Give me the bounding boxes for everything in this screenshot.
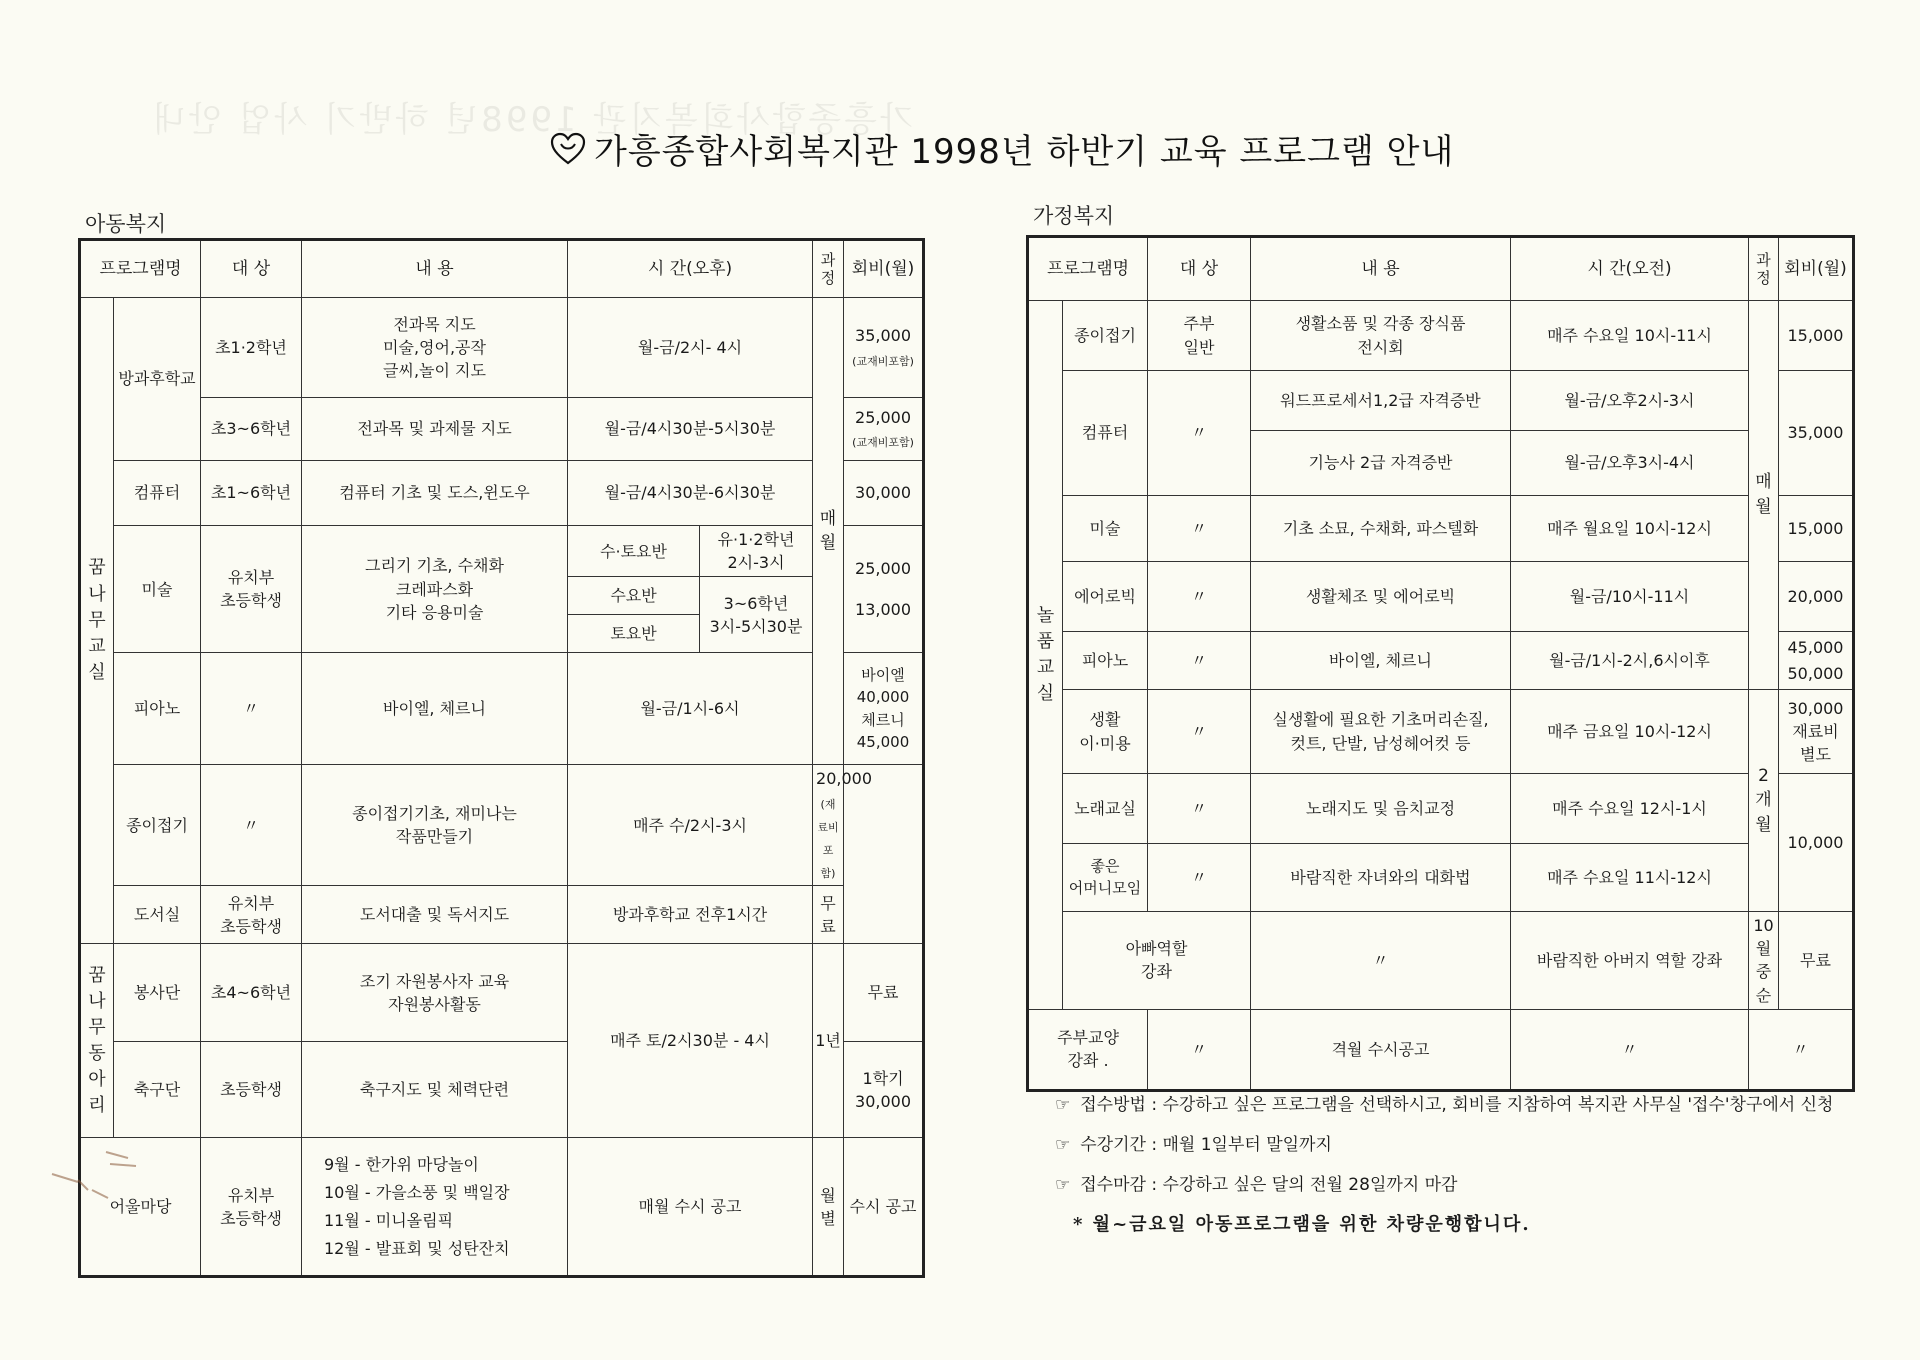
header-program: 프로그램명 (81, 241, 201, 298)
time-cell: 월-금/1시-6시 (568, 653, 813, 765)
fee-cell: 〃 (1749, 1009, 1853, 1089)
target-cell: 〃 (1148, 496, 1251, 562)
class-detail: 유·1·2학년 2시-3시 (700, 526, 813, 577)
ink-smudge (48, 1142, 158, 1202)
time-cell: 월-금/4시30분-6시30분 (568, 461, 813, 526)
fee-cell: 바이엘 40,000 체르니 45,000 (844, 653, 923, 765)
target-cell: 〃 (1148, 632, 1251, 690)
note-text: 수강기간 : 매월 1일부터 말일까지 (1080, 1135, 1332, 1155)
fee-cell: 10,000 (1779, 774, 1853, 912)
target-cell: 초4~6학년 (201, 944, 302, 1042)
fee-note: (재료비포함) (817, 797, 839, 881)
group-label: 꿈나무교실 (81, 298, 114, 944)
class-cell: 토요반 (568, 615, 700, 653)
time-cell: 매주 금요일 10시-12시 (1511, 690, 1749, 774)
target-cell: 초3~6학년 (201, 398, 302, 461)
time-cell: 매월 수시 공고 (568, 1138, 813, 1276)
table-row (1029, 301, 1853, 371)
table-row (1029, 912, 1853, 1010)
pointing-hand-icon: ☞ (1055, 1135, 1071, 1155)
course-two-months: 2개월 (1749, 690, 1779, 912)
content-cell: 9월 - 한가위 마당놀이 10월 - 가을소풍 및 백일장 11월 - 미니올림픽 12월 - 발표회 및 성탄잔치 (302, 1138, 568, 1276)
target-cell: 유치부 초등학생 (201, 1138, 302, 1276)
program-name: 피아노 (114, 653, 201, 765)
time-cell: 매주 수요일 11시-12시 (1511, 844, 1749, 912)
content-cell: 워드프로세서1,2급 자격증반 (1251, 371, 1511, 431)
course-monthly: 매월 (1749, 301, 1779, 690)
target-cell: 초1~6학년 (201, 461, 302, 526)
course-monthly: 매월 (813, 298, 844, 765)
content-cell: 바이엘, 체르니 (1251, 632, 1511, 690)
header-content: 내 용 (302, 241, 568, 298)
fee-value: 35,000 (855, 326, 911, 346)
table-row (1029, 632, 1853, 690)
header-fee: 회비(월) (844, 241, 923, 298)
header-target: 대 상 (1148, 238, 1251, 301)
target-cell: 〃 (1251, 912, 1511, 1010)
program-name: 종이접기 (114, 765, 201, 886)
fee-cell (844, 298, 923, 398)
fee-cell: 30,000 (844, 461, 923, 526)
table-row (81, 298, 923, 398)
fee-cell (813, 765, 872, 886)
table-row (81, 886, 923, 944)
content-cell: 종이접기기초, 재미나는 작품만들기 (302, 765, 568, 886)
child-program-table (80, 240, 923, 1276)
time-cell: 매주 월요일 10시-12시 (1511, 496, 1749, 562)
time-cell: 매주 수/2시-3시 (568, 765, 813, 886)
target-cell: 〃 (201, 653, 302, 765)
program-name: 아빠역할 강좌 (1063, 912, 1251, 1010)
fee-cell: 20,000 (1779, 562, 1853, 632)
program-name: 도서실 (114, 886, 201, 944)
fee-value: 25,000 (855, 558, 911, 578)
header-program: 프로그램명 (1029, 238, 1148, 301)
time-cell: 월-금/4시30분-5시30분 (568, 398, 813, 461)
header-time: 시 간(오전) (1511, 238, 1749, 301)
fee-value: 25,000 (855, 407, 911, 427)
fee-cell: 15,000 (1779, 496, 1853, 562)
fee-cell: 무료 (813, 886, 844, 944)
program-name: 노래교실 (1063, 774, 1148, 844)
content-cell: 전과목 지도 미술,영어,공작 글씨,놀이 지도 (302, 298, 568, 398)
header-course: 과정 (813, 241, 844, 298)
target-cell: 유치부 초등학생 (201, 526, 302, 653)
page-title: 가흥종합사회복지관 1998년 하반기 교육 프로그램 안내 (594, 132, 1455, 172)
fee-cell: 무료 (1779, 912, 1853, 1010)
time-cell: 〃 (1511, 1009, 1749, 1089)
content-cell: 그리기 기초, 수채화 크레파스화 기타 응용미술 (302, 526, 568, 653)
fee-cell: 45,000 50,000 (1779, 632, 1853, 690)
program-name: 미술 (114, 526, 201, 653)
target-cell: 〃 (1148, 774, 1251, 844)
class-cell: 수요반 (568, 577, 700, 615)
target-cell: 〃 (1148, 1009, 1251, 1089)
target-cell: 유치부 초등학생 (201, 886, 302, 944)
table-row (1029, 1009, 1853, 1089)
note-item (1055, 1085, 1833, 1125)
fee-cell: 수시 공고 (844, 1138, 923, 1276)
content-cell: 기능사 2급 자격증반 (1251, 431, 1511, 496)
title-block (550, 124, 1454, 173)
fee-cell (844, 398, 923, 461)
target-cell: 〃 (201, 765, 302, 886)
content-cell: 실생활에 필요한 기초머리손질, 컷트, 단발, 남성헤어컷 등 (1251, 690, 1511, 774)
table-row (81, 653, 923, 765)
content-cell: 도서대출 및 독서지도 (302, 886, 568, 944)
content-cell: 바람직한 아버지 역할 강좌 (1511, 912, 1749, 1010)
header-fee: 회비(월) (1779, 238, 1853, 301)
target-cell: 주부 일반 (1148, 301, 1251, 371)
course-year: 1년 (813, 944, 844, 1138)
fee-value: 13,000 (855, 600, 911, 620)
program-name: 컴퓨터 (1063, 371, 1148, 496)
target-cell: 초1·2학년 (201, 298, 302, 398)
program-name: 컴퓨터 (114, 461, 201, 526)
table-row (81, 944, 923, 1042)
program-name: 종이접기 (1063, 301, 1148, 371)
target-cell: 〃 (1148, 371, 1251, 496)
table-row (81, 398, 923, 461)
content-cell: 격월 수시공고 (1251, 1009, 1511, 1089)
program-name: 미술 (1063, 496, 1148, 562)
program-name: 좋은 어머니모임 (1063, 844, 1148, 912)
group-label: 꿈나무동아리 (81, 944, 114, 1138)
fee-cell: 무료 (844, 944, 923, 1042)
target-cell: 〃 (1148, 562, 1251, 632)
header-row (81, 241, 923, 298)
note-text: 접수방법 : 수강하고 싶은 프로그램을 선택하시고, 회비를 지참하여 복지관 사무실 '접수'창구에서 신청 (1080, 1095, 1834, 1115)
header-course: 과정 (1749, 238, 1779, 301)
content-cell: 기초 소묘, 수채화, 파스텔화 (1251, 496, 1511, 562)
time-cell: 월-금/10시-11시 (1511, 562, 1749, 632)
table-row (81, 461, 923, 526)
program-name: 축구단 (114, 1042, 201, 1138)
time-cell: 매주 수요일 10시-11시 (1511, 301, 1749, 371)
content-cell: 컴퓨터 기초 및 도스,윈도우 (302, 461, 568, 526)
heart-logo-icon (550, 132, 586, 166)
table-row (1029, 844, 1853, 912)
target-cell: 〃 (1148, 844, 1251, 912)
pointing-hand-icon: ☞ (1055, 1175, 1071, 1195)
time-cell: 월-금/1시-2시,6시이후 (1511, 632, 1749, 690)
family-program-table (1028, 237, 1853, 1090)
content-cell: 생활소품 및 각종 장식품 전시회 (1251, 301, 1511, 371)
pointing-hand-icon: ☞ (1055, 1095, 1071, 1115)
content-cell: 노래지도 및 음치교정 (1251, 774, 1511, 844)
table-row (81, 765, 923, 886)
content-cell: 바이엘, 체르니 (302, 653, 568, 765)
group-label: 놀품교실 (1029, 301, 1063, 1010)
fee-cell: 1학기 30,000 (844, 1042, 923, 1138)
content-cell: 축구지도 및 체력단련 (302, 1042, 568, 1138)
header-target: 대 상 (201, 241, 302, 298)
fee-value: 20,000 (816, 769, 872, 789)
header-row (1029, 238, 1853, 301)
target-cell: 〃 (1148, 690, 1251, 774)
time-cell: 월-금/오후2시-3시 (1511, 371, 1749, 431)
notes-block (1055, 1085, 1833, 1245)
program-name: 어울마당 (81, 1138, 201, 1276)
time-cell: 매주 수요일 12시-1시 (1511, 774, 1749, 844)
fee-cell: 15,000 (1779, 301, 1853, 371)
table-row (81, 526, 923, 577)
time-cell: 월-금/오후3시-4시 (1511, 431, 1749, 496)
program-name: 주부교양 강좌 . (1029, 1009, 1148, 1089)
program-name: 봉사단 (114, 944, 201, 1042)
header-time: 시 간(오후) (568, 241, 813, 298)
table-row (1029, 774, 1853, 844)
fee-cell (844, 526, 923, 653)
content-cell: 생활체조 및 에어로빅 (1251, 562, 1511, 632)
bleed-through-text: 가흥종합사회복지관 1998년 하반기 사업 안내 (150, 100, 914, 140)
program-name: 에어로빅 (1063, 562, 1148, 632)
table-row (1029, 562, 1853, 632)
content-cell: 바람직한 자녀와의 대화법 (1251, 844, 1511, 912)
time-cell: 10월 중순 (1749, 912, 1779, 1010)
class-detail: 3~6학년 3시-5시30분 (700, 577, 813, 653)
child-section-label: 아동복지 (85, 212, 167, 236)
family-section-label: 가정복지 (1033, 204, 1115, 228)
course-by-month: 월별 (813, 1138, 844, 1276)
fee-note: (교재비포함) (852, 436, 914, 449)
note-text: 접수마감 : 수강하고 싶은 달의 전월 28일까지 마감 (1080, 1175, 1458, 1195)
table-row (1029, 690, 1853, 774)
header-content: 내 용 (1251, 238, 1511, 301)
content-cell: 조기 자원봉사자 교육 자원봉사활동 (302, 944, 568, 1042)
note-item (1055, 1125, 1833, 1165)
program-name: 생활 이·미용 (1063, 690, 1148, 774)
target-cell: 초등학생 (201, 1042, 302, 1138)
table-row (81, 1138, 923, 1276)
handwritten-note: * 월~금요일 아동프로그램을 위한 차량운행합니다. (1073, 1214, 1531, 1235)
table-row (1029, 496, 1853, 562)
time-cell: 매주 토/2시30분 - 4시 (568, 944, 813, 1138)
time-cell: 월-금/2시- 4시 (568, 298, 813, 398)
note-item (1055, 1165, 1833, 1205)
fee-cell: 30,000 재료비 별도 (1779, 690, 1853, 774)
class-cell: 수·토요반 (568, 526, 700, 577)
table-row (1029, 371, 1853, 431)
fee-cell: 35,000 (1779, 371, 1853, 496)
program-name: 방과후학교 (114, 298, 201, 461)
time-cell: 방과후학교 전후1시간 (568, 886, 813, 944)
content-cell: 전과목 및 과제물 지도 (302, 398, 568, 461)
fee-note: (교재비포함) (852, 354, 914, 368)
program-name: 피아노 (1063, 632, 1148, 690)
